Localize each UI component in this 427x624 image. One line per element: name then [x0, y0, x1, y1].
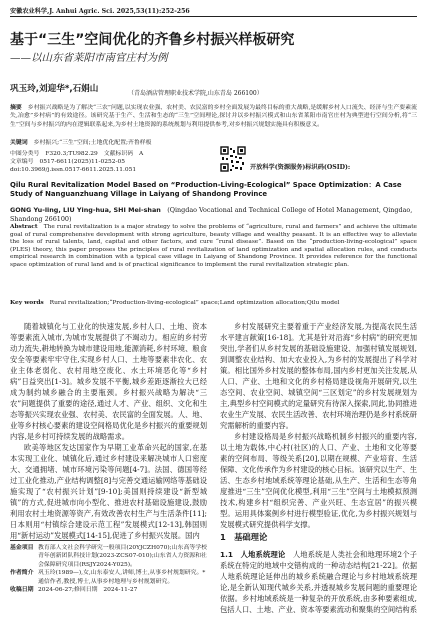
abstract-cn-text: 乡村振兴战略是为了解决“三农”问题,以实现农业强、农村美、农民富的乡村全面发展为最终目标的重大战略,是缓解乡村人口流失、经济与生产要素流失,冶愈”乡村病”的有效途径。该研究基于生产、生活和生态的“三生”空间理论,探讨并以乡村振兴模式和山东省莱阳市南官庄村为典型进行空间分析,将“三生”空间与乡村振兴的内在逻辑联系起来,为乡村土地资源的系统规划与利用提供参考,对乡村振兴规划实施具有积极意义。: [10, 105, 418, 128]
english-keywords: [10, 299, 417, 308]
english-affiliation: (Qingdao Vocational and Technical College of Hotel Management, Qingdao, Shandong 266100): [10, 206, 413, 223]
english-authors: [10, 206, 417, 223]
body-column-right: [220, 321, 417, 530]
footnote: [10, 544, 207, 594]
paper-subtitle: ——以山东省莱阳市南官庄村为例: [10, 52, 168, 64]
running-header: [10, 6, 417, 17]
body-paragraph: 乡村发展研究主要着重于产业经济发展,为提高农民生活水平建言献策[16-18]。尤其是针对沿海“乡村病”的研究更加突出,学者们从乡村发展的基础设施建设、加强村镇发展规划,到调整农业结构、加大农业投入,为乡村的发展提出了科学对策。相比国外乡村发展的整体布局,国内乡村更加关注发展,从人口、产业、土地和文化的乡村格局建设视角开展研究,以生态空间、农业空间、城镇空间“三区划定”的乡村发展规划为主,典型乡村空间模式的定量研究有待深入探索,同此,协同推进农业生产发展、农民生活改善、农村环境治理仍是乡村系统研究需解析的重要内容。: [220, 322, 418, 430]
section-heading: 1 基础理论: [220, 532, 268, 542]
english-keywords-text: Rural revitalization;“Production-living-ecological” space;Land optimization allocation;Qilu model: [49, 300, 340, 306]
fund-text: 教育部人文社会科学研究一般项目(20YJCZH070);山东高等学校青年创新团队科技计划(2023-ZCS07-010);山东省人力资源和社会保障研究项目(RSJY2024-Y025)。: [38, 545, 208, 568]
english-abstract-label: Abstract: [10, 224, 38, 230]
affiliation: （青岛酒店管理职业技术学院,山东青岛 266100）: [128, 90, 263, 97]
author-bio-text: 巩玉玲(1989—),女,山东泰安人,讲师,博士,从事乡村规划研究。*通信作者,教授,博士,从事乡村地理与乡村规划研究。: [38, 570, 206, 585]
subsection-heading: 1.1 人地系统理论: [220, 550, 286, 559]
clc-code: 中图分类号 F320.3;TU982.29: [10, 151, 98, 157]
keywords-cn-label: 关键词: [10, 139, 28, 146]
article-number: 文章编号 0517-6611(2025)11-0252-05: [10, 159, 125, 166]
body-paragraph: 随着城镇化与工业化的快速发展,乡村人口、土地、资本等要素流入城市,为城市发展提供了不竭动力。相应的乡村劳动力流失,耕地转换为城市建设用地,能源消耗,乡村环境、粮食安全等要素牢牢守住,实现乡村人口、土地等要素非农化、农业主体老弱化、农村用地空废化、水土环境恶化等“乡村病”日益突出[1-3]。城乡发展不平衡,城乡差距逐渐拉大已经成为制约城乡融合的主要瓶颈。乡村振兴战略为解决“三农”问题提供了重要的途径,通过人才、产业、组织、文化和生态等振兴实现农业强、农村美、农民富的全面发展。人、地、业等乡村核心要素的建设空间格局优化是乡村振兴的重要规划内容,是乡村可持续发展的战略需求。: [10, 322, 208, 441]
body-column-left: [10, 321, 207, 541]
subsection-text: 人地系统是人类社会和地理环境2个子系统在特定的地域中交错构成的一种动态结构[21-22]。依据人地系统理论延伸出的城乡系统融合理论与乡村地域系统理论,是全新认知现代城乡关系,并透视城乡发展问题的重要理论依据。乡村地域系统是一种复杂的开放系统,由多种要素组成,包括人口、土地、产业、资本等要素流动和聚集的空间结构系: [220, 550, 418, 614]
english-abstract-text: The rural revitalization is a major strategy to solve the problems of “agriculture, rural and farmers” and achieve the ultimate goal of rural comprehensive development with strong agriculture, beauty village and wealthy peasant. It is an effective way to alleviate the loss of rural talents, land, capital and other factors, and cure “rural disease”. Based on the “production-living-ecological” space (PLES) theory, this paper proposes the principles of rural revitalization of land optimization and spatial allocation rules, and conducts empirical research in combination with a typical case village in Laiyang of Shandong Province. It provides reference for the functional space optimization of rural land and is of practical significance to implement the rural revitalization strategic plan.: [10, 224, 417, 268]
received-date-label: 收稿日期: [10, 586, 34, 594]
author-bio-label: 作者简介: [10, 569, 34, 577]
english-keywords-label: Key words: [10, 299, 44, 306]
paper-title: 基于“三生”空间优化的齐鲁乡村振兴样板研究: [10, 32, 295, 48]
abstract-cn: [10, 104, 417, 129]
received-date-text: 2024-06-27;修回日期 2024-11-27: [38, 587, 138, 594]
keywords-cn: [10, 139, 417, 147]
abstract-cn-label: 摘要: [10, 104, 22, 111]
english-author-names: GONG Yu-ling, LIU Ying-hua, SHI Mei-shan: [10, 206, 161, 214]
keywords-cn-text: 乡村振兴;“三生”空间;土地优化配置;齐鲁样板: [33, 140, 152, 146]
fund-label: 基金项目: [10, 544, 34, 551]
body-paragraph: 欧美等地区发达国家作为早期工业革命兴起的国家,在基本实现工业化、城镇化后,通过乡村建设来解决城市人口密度大、交通拥堵、城市环境污染等问题[4-7]。法国、德国等经过工业化推动,产业结构调整[8]与完善交通运输网络等基础设施实现了“农村振兴计划”[9-10];美国则持续建设“新型城镇”的方式,促进城市向小型化、推进农村基础设施建设,鼓励利用农村土地资源等资产,有效改善农村生产与生活条件[11];日本则用“村镇综合建设示范工程”发展模式[12-13],韩国则用“新村运动”发展模式[14-15],促进了乡村振兴发展。国内: [10, 443, 207, 540]
english-abstract: [10, 224, 417, 269]
doi[interactable]: doi:10.3969/j.issn.0517-6611.2025.11.051: [10, 167, 137, 174]
english-title: Qilu Rural Revitalization Model Based on “Production-Living-Ecological” Space Optimization：A Case Study of Nanguanzhuang Village in Laiyang of Shandong Province: [10, 181, 402, 198]
authors: 巩玉玲,刘迎华*,石娟山: [10, 84, 99, 94]
subsection: [220, 549, 417, 615]
body-paragraph: 乡村建设格局是乡村振兴战略机制乡村振兴的重要内容,以土地为载体,中心村(社区)的人口、产业、土地和文化等要素的空间布局、等级关系[20],以期在规模、产业培育、生活保障、文化传承作为乡村建设的核心目标。该研究以生产、生活、生态乡村地域系统等理论基础,从生产、生活和生态等角度推进“三生”空间优化模型,利用“三生”空间与土地模拟预测技术,构建乡村“组织完善、产业兴旺、生态宜居”的振兴模型。运用具体案例乡村进行模型验证,优化,为乡村振兴规划与发展模式研究提供科学支撑。: [220, 432, 418, 529]
journal-citation: 安徽农业科学,J. Anhui Agric. Sci. 2025,53(11):252-256: [10, 8, 190, 15]
doc-code: 文献标识码 A: [103, 151, 144, 157]
qr-code-icon[interactable]: [220, 146, 246, 172]
osid-label: 开放科学(资源服务)标识码(OSID):: [250, 164, 351, 171]
footnote-divider: [10, 540, 100, 541]
article-meta: [10, 150, 143, 175]
